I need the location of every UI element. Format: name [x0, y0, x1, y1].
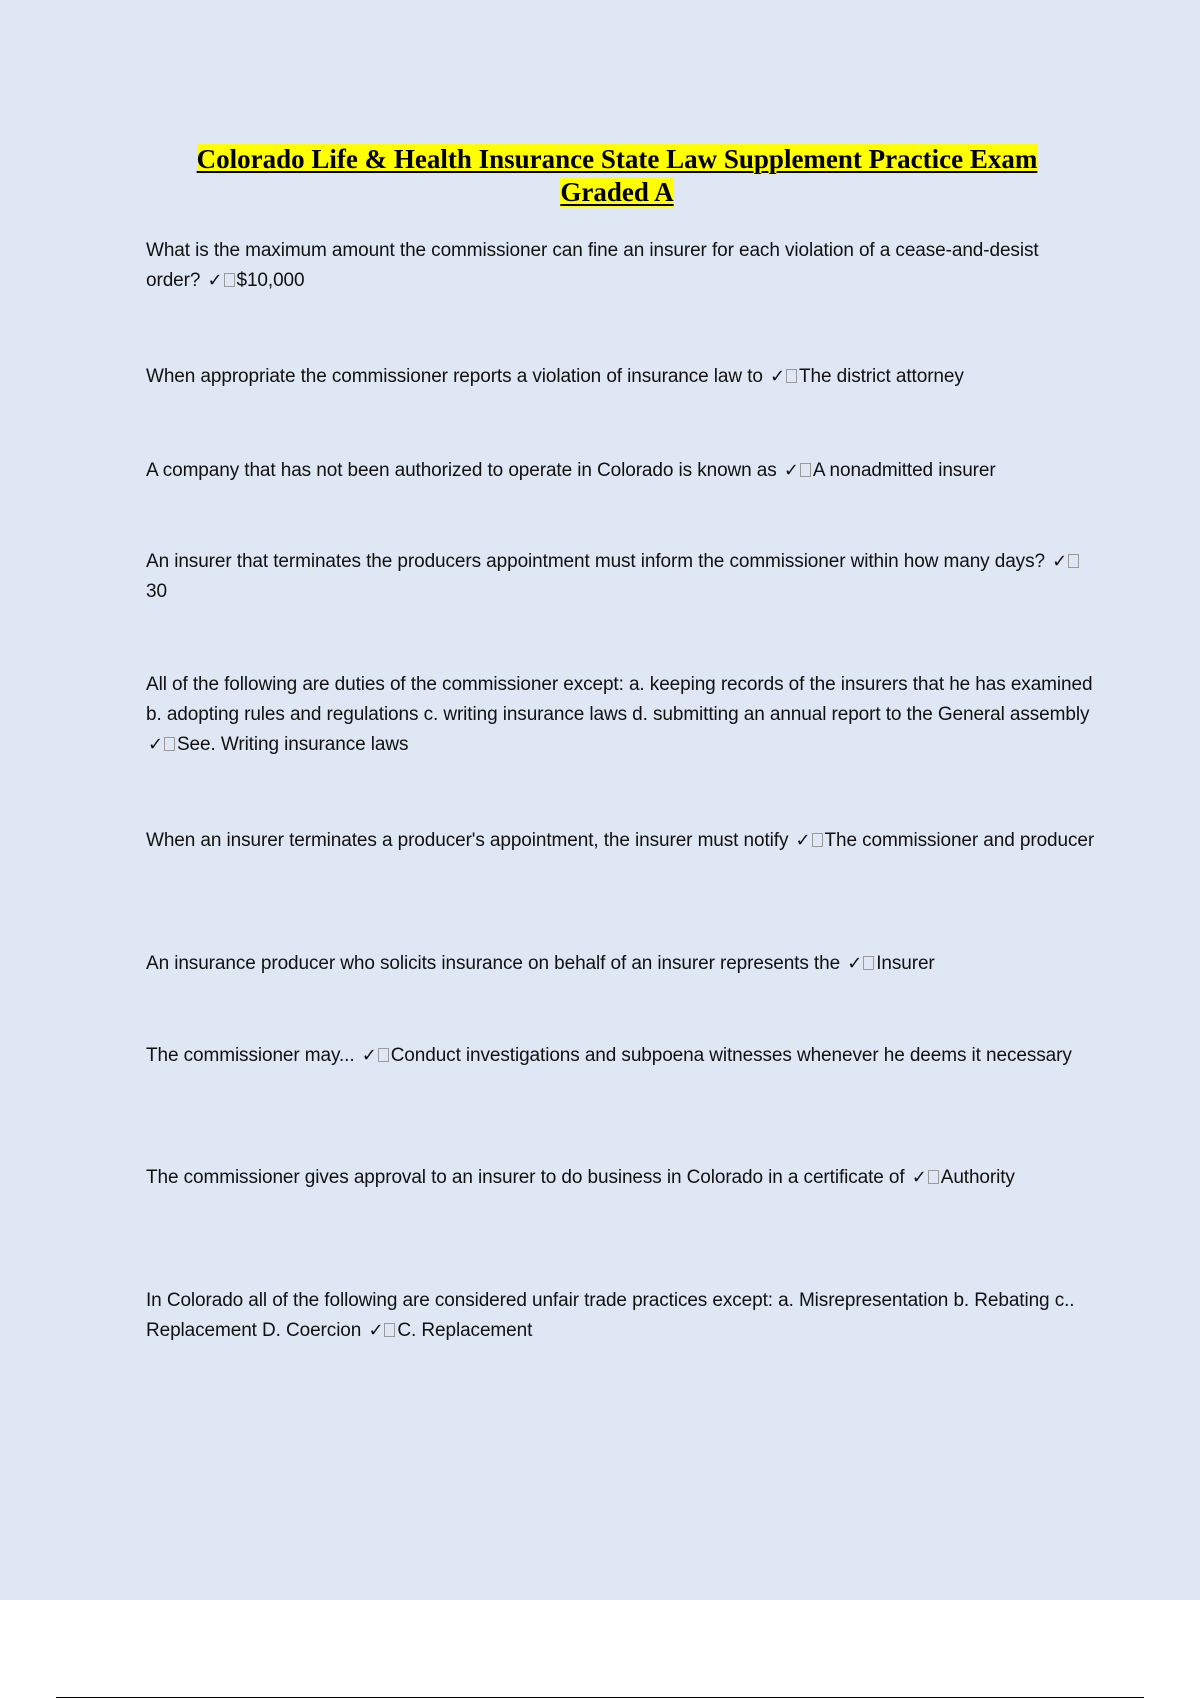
answer-text: Insurer: [876, 953, 935, 974]
question-text: When appropriate the commissioner reports a violation of insurance law to: [146, 366, 763, 387]
answer-text: Authority: [940, 1167, 1015, 1188]
checkbox-icon: [224, 273, 235, 287]
check-mark-icon: ✓: [368, 1320, 384, 1341]
answer-text: A nonadmitted insurer: [812, 460, 996, 481]
qa-item: [146, 456, 1096, 486]
qa-item: [146, 949, 1096, 979]
checkbox-icon: [1068, 554, 1079, 568]
answer-text: $10,000: [236, 270, 305, 291]
checkbox-icon: [164, 737, 175, 751]
qa-item: [146, 547, 1096, 607]
question-text: An insurance producer who solicits insurance on behalf of an insurer represents the: [146, 953, 841, 974]
check-mark-icon: ✓: [148, 734, 163, 755]
question-text: When an insurer terminates a producer's appointment, the insurer must notify: [146, 830, 789, 851]
checkbox-icon: [812, 833, 823, 847]
qa-item: [146, 1041, 1096, 1071]
check-mark-icon: ✓: [783, 460, 799, 481]
question-text: What is the maximum amount the commissioner can fine an insurer for each violation of a cease-and-desist order?: [146, 240, 1039, 291]
checkbox-icon: [863, 956, 874, 970]
checkbox-icon: [928, 1170, 939, 1184]
checkbox-icon: [384, 1323, 395, 1337]
check-mark-icon: ✓: [361, 1045, 377, 1066]
check-mark-icon: ✓: [795, 830, 811, 851]
qa-item: [146, 670, 1096, 760]
answer-text: The commissioner and producer: [824, 830, 1095, 851]
qa-item: [146, 1163, 1096, 1193]
check-mark-icon: ✓: [1052, 551, 1068, 572]
answer-text: The district attorney: [799, 366, 964, 387]
title-line-2: Graded A: [560, 177, 674, 207]
question-text: The commissioner gives approval to an insurer to do business in Colorado in a certificate of: [146, 1167, 905, 1188]
question-text: A company that has not been authorized to operate in Colorado is known as: [146, 460, 777, 481]
answer-text: 30: [146, 581, 167, 602]
document-title: [120, 143, 1114, 209]
checkbox-icon: [786, 369, 797, 383]
check-mark-icon: ✓: [770, 366, 786, 387]
qa-item: [146, 236, 1096, 296]
question-text: All of the following are duties of the commissioner except: a. keeping records of the insurers that he has examined b. adopting rules and regulations c. writing insurance laws d. submitting an annual report to the General assembly: [146, 674, 1093, 725]
question-text: In Colorado all of the following are considered unfair trade practices except: a. Misrepresentation b. Rebating c.. Replacement D. Coercion: [146, 1290, 1075, 1341]
title-line-1: Colorado Life & Health Insurance State Law Supplement Practice Exam: [196, 144, 1038, 174]
checkbox-icon: [800, 463, 811, 477]
checkbox-icon: [378, 1048, 389, 1062]
qa-item: [146, 826, 1096, 856]
answer-text: Conduct investigations and subpoena witnesses whenever he deems it necessary: [390, 1045, 1072, 1066]
answer-text: C. Replacement: [397, 1320, 533, 1341]
question-text: The commissioner may...: [146, 1045, 355, 1066]
question-text: An insurer that terminates the producers appointment must inform the commissioner within how many days?: [146, 551, 1045, 572]
footer-divider: [56, 1697, 1144, 1698]
check-mark-icon: ✓: [847, 953, 863, 974]
check-mark-icon: ✓: [207, 270, 223, 291]
answer-text: See. Writing insurance laws: [176, 734, 409, 755]
check-mark-icon: ✓: [911, 1167, 927, 1188]
qa-item: [146, 362, 1096, 392]
qa-item: [146, 1286, 1096, 1346]
